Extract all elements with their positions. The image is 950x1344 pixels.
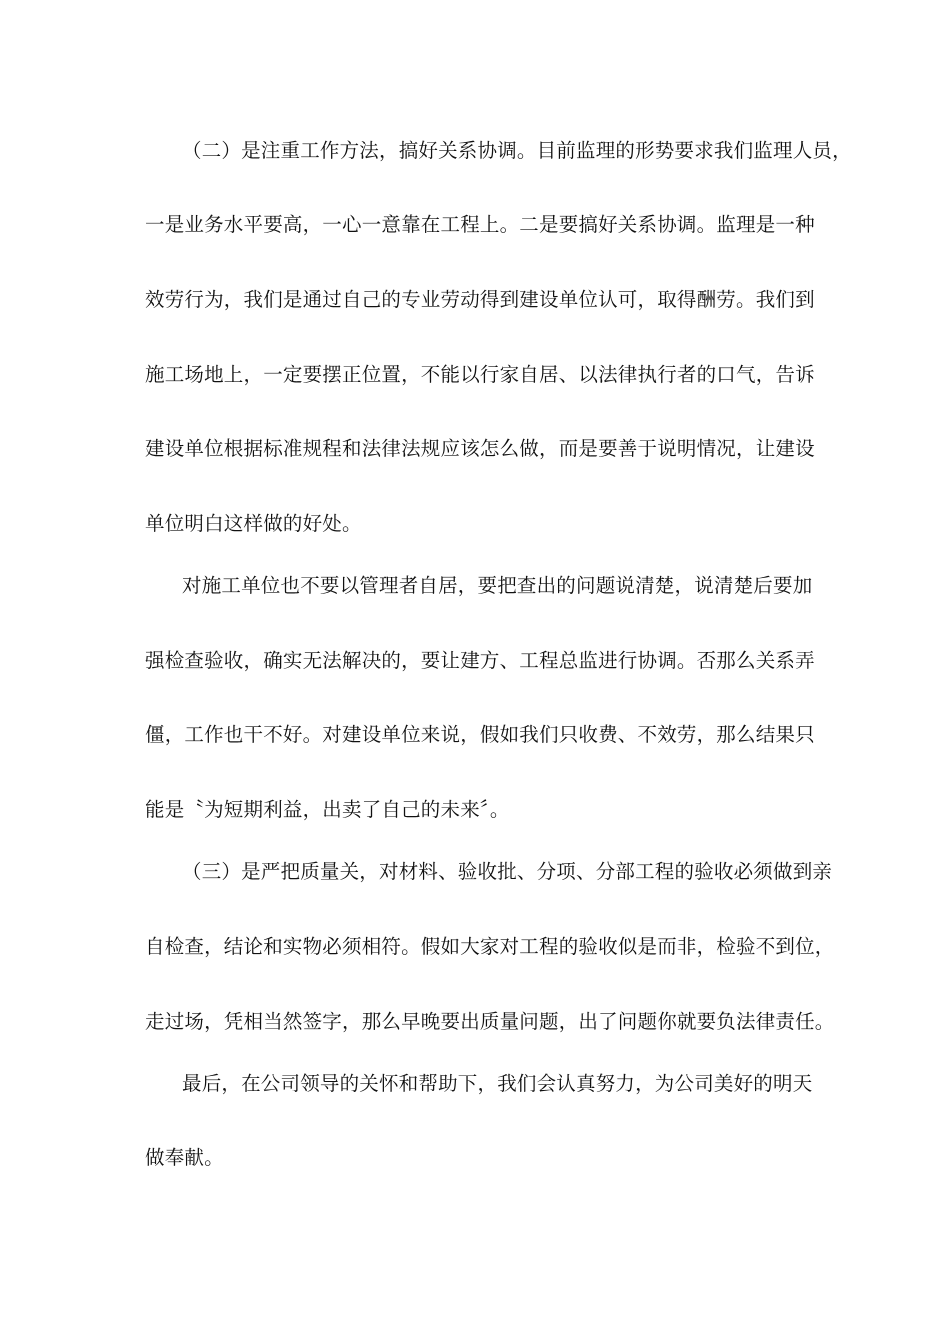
paragraph-1-line-6: 单位明白这样做的好处。	[145, 512, 362, 535]
paragraph-1-line-4: 施工场地上，一定要摆正位置，不能以行家自居、以法律执行者的口气，告诉	[145, 363, 815, 386]
paragraph-1-line-5: 建设单位根据标准规程和法律法规应该怎么做，而是要善于说明情况，让建设	[145, 437, 815, 460]
paragraph-2-line-4: 能是〝为短期利益，出卖了自己的未来〞。	[145, 798, 510, 821]
paragraph-2-line-1: 对施工单位也不要以管理者自居，要把查出的问题说清楚，说清楚后要加	[182, 574, 813, 597]
paragraph-1-line-1: （二）是注重工作方法，搞好关系协调。目前监理的形势要求我们监理人员，	[182, 139, 852, 162]
paragraph-1-line-3: 效劳行为，我们是通过自己的专业劳动得到建设单位认可，取得酬劳。我们到	[145, 288, 815, 311]
paragraph-1-line-2: 一是业务水平要高，一心一意靠在工程上。二是要搞好关系协调。监理是一种	[145, 213, 815, 236]
paragraph-3-line-2: 自检查，结论和实物必须相符。假如大家对工程的验收似是而非，检验不到位，	[145, 935, 835, 958]
paragraph-3-line-1: （三）是严把质量关，对材料、验收批、分项、分部工程的验收必须做到亲	[182, 860, 833, 883]
paragraph-4-line-1: 最后，在公司领导的关怀和帮助下，我们会认真努力，为公司美好的明天	[182, 1072, 813, 1095]
paragraph-2-line-2: 强检查验收，确实无法解决的，要让建方、工程总监进行协调。否那么关系弄	[145, 649, 815, 672]
paragraph-3-line-3: 走过场，凭相当然签字，那么早晚要出质量问题，出了问题你就要负法律责任。	[145, 1010, 835, 1033]
paragraph-2-line-3: 僵，工作也干不好。对建设单位来说，假如我们只收费、不效劳，那么结果只	[145, 723, 815, 746]
paragraph-4-line-2: 做奉献。	[145, 1146, 224, 1169]
